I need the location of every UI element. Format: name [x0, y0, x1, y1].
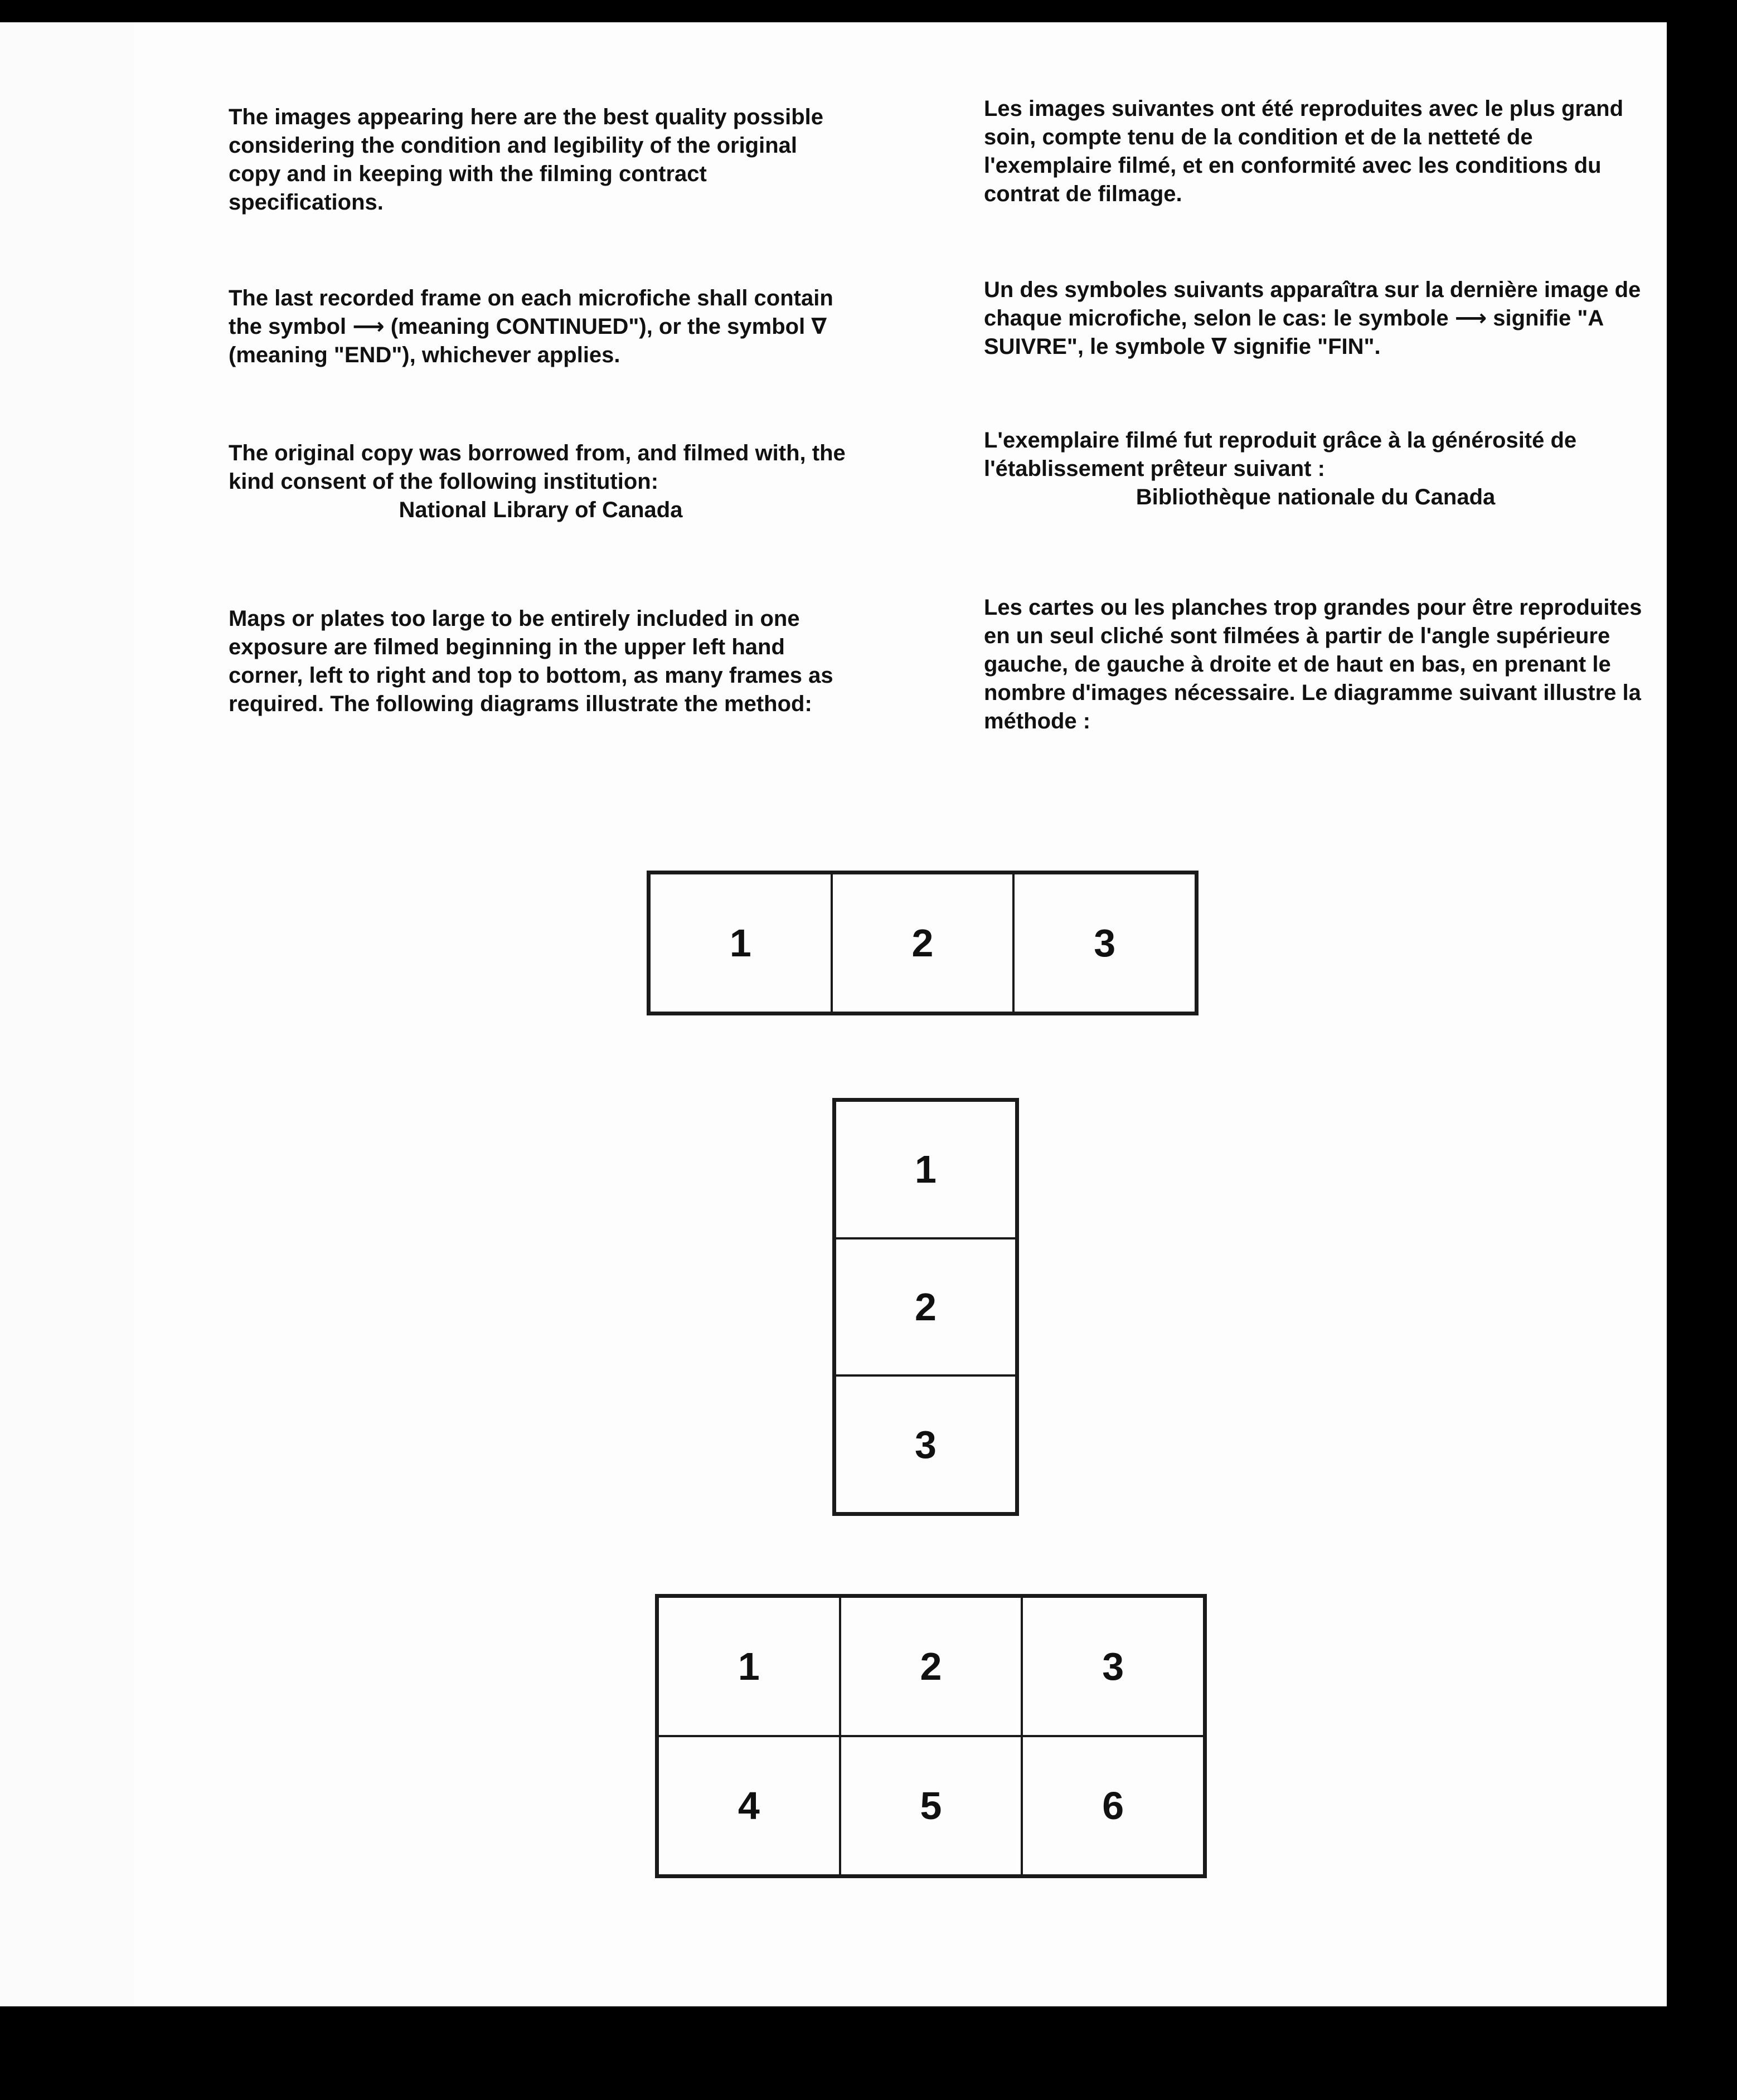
diagram-cell: 3: [835, 1375, 1016, 1513]
diagram-cell: 1: [649, 873, 832, 1013]
french-symbol-note: Un des symboles suivants apparaîtra sur la dernière image de chaque microfiche, selon le cas: le symbole ⟶ signifie "A SUIVRE", le symbole ∇ signifie "FIN".: [984, 278, 1641, 359]
diagram-cell: 3: [1013, 873, 1196, 1013]
english-source-note: [229, 439, 853, 524]
diagram-cell: 1: [658, 1597, 840, 1736]
french-source-text: L'exemplaire filmé fut reproduit grâce à la générosité de l'établissement prêteur suivant :: [984, 428, 1577, 481]
french-source-note: [984, 426, 1647, 512]
diagram-cell: 1: [835, 1101, 1016, 1238]
diagram-cell: 4: [658, 1736, 840, 1875]
diagram-cell: 3: [1022, 1597, 1204, 1736]
diagram-cell: 6: [1022, 1736, 1204, 1875]
french-institution: Bibliothèque nationale du Canada: [1136, 485, 1496, 509]
french-maps-note: Les cartes ou les planches trop grandes pour être reproduites en un seul cliché sont filmées à partir de l'angle supérieure gauche, de gauche à droite et de haut en bas, en prenant le nombre d'images nécessaire. Le diagramme suivant illustre la méthode :: [984, 595, 1642, 733]
english-symbol-note: The last recorded frame on each microfiche shall contain the symbol ⟶ (meaning CONTINUED"), or the symbol ∇ (meaning "END"), whichever applies.: [229, 286, 833, 367]
diagram-cell: 2: [840, 1597, 1022, 1736]
diagram-cell: 2: [835, 1238, 1016, 1376]
diagram-horizontal-row: [647, 871, 1199, 1015]
diagram-cell: 2: [832, 873, 1014, 1013]
french-quality-note: Les images suivantes ont été reproduites avec le plus grand soin, compte tenu de la condition et de la netteté de l'exemplaire filmé, et en conformité avec les conditions du contrat de filmage.: [984, 96, 1624, 206]
english-quality-note: The images appearing here are the best quality possible considering the condition and legibility of the original copy and in keeping with the filming contract specifications.: [229, 105, 823, 215]
diagram-two-by-three: [655, 1594, 1207, 1878]
english-maps-note: Maps or plates too large to be entirely included in one exposure are filmed beginning in the upper left hand corner, left to right and top to bottom, as many frames as required. The following diagrams illustrate the method:: [229, 606, 833, 716]
diagram-cell: 5: [840, 1736, 1022, 1875]
microfiche-target-page: [134, 22, 1667, 2006]
diagram-vertical-column: [832, 1098, 1019, 1516]
english-institution: National Library of Canada: [399, 498, 683, 522]
previous-page-edge: [0, 22, 136, 2006]
english-source-text: The original copy was borrowed from, and filmed with, the kind consent of the following institution:: [229, 441, 846, 494]
